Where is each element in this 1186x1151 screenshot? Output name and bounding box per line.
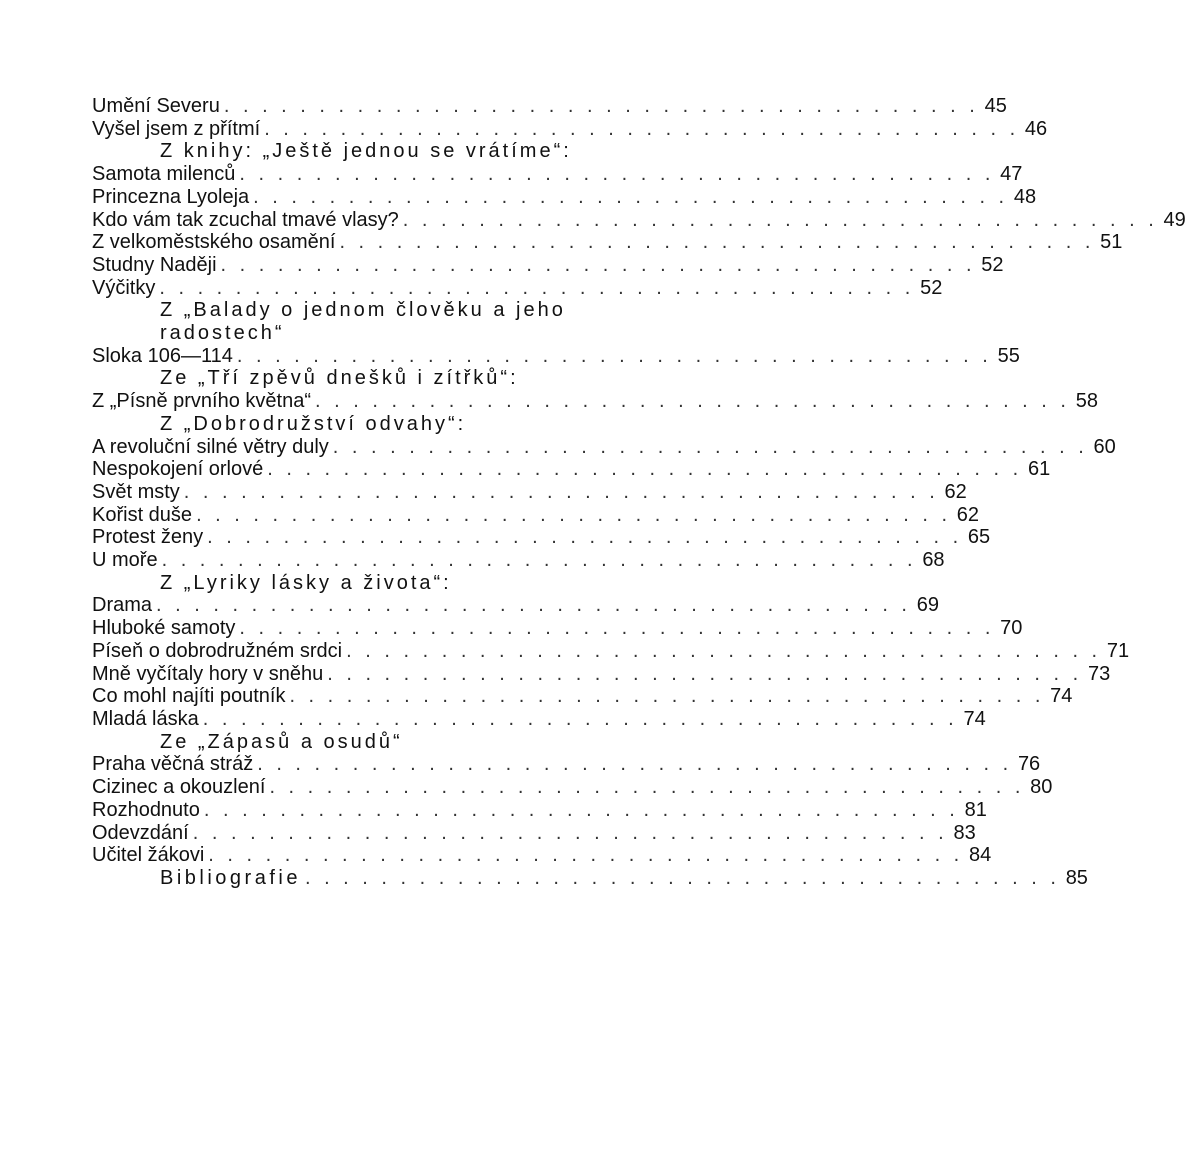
page-number: 55 bbox=[997, 344, 1020, 367]
dot-leader: . . . . . . . . . . . . . . . . . . . . . . . . . . . . . . . . . . . . . . . . bbox=[196, 503, 952, 526]
section-heading: Ze „Zápasů a osudů“ bbox=[160, 730, 403, 753]
page-number: 58 bbox=[1075, 390, 1098, 413]
page-number: 76 bbox=[1017, 753, 1041, 776]
page-number: 62 bbox=[944, 480, 967, 503]
bibliography-entry bbox=[92, 866, 1088, 890]
toc-entry bbox=[92, 844, 992, 867]
toc-entry bbox=[92, 390, 1098, 413]
page-number: 68 bbox=[922, 549, 945, 572]
dot-leader: . . . . . . . . . . . . . . . . . . . . . . . . . . . . . . . . . . . . . . . . bbox=[339, 231, 1095, 254]
entry-title: Drama bbox=[92, 594, 153, 617]
entry-title: Svět msty bbox=[92, 480, 180, 503]
dot-leader: . . . . . . . . . . . . . . . . . . . . . . . . . . . . . . . . . . . . . . . . bbox=[314, 390, 1070, 413]
entry-title: Vyšel jsem z přítmí bbox=[92, 117, 261, 140]
dot-leader: . . . . . . . . . . . . . . . . . . . . . . . . . . . . . . . . . . . . . . . . bbox=[239, 617, 995, 640]
entry-title: Hluboké samoty bbox=[92, 617, 236, 640]
entry-title: Mladá láska bbox=[92, 707, 199, 730]
dot-leader: . . . . . . . . . . . . . . . . . . . . . . . . . . . . . . . . . . . . . . . . bbox=[207, 526, 963, 549]
dot-leader: . . . . . . . . . . . . . . . . . . . . . . . . . . . . . . . . . . . . . . . . bbox=[269, 776, 1025, 799]
entry-title: U moře bbox=[92, 549, 158, 572]
page-number: 81 bbox=[964, 798, 987, 821]
page-number: 45 bbox=[984, 95, 1007, 117]
dot-leader: . . . . . . . . . . . . . . . . . . . . . . . . . . . . . . . . . . . . . . . . bbox=[257, 753, 1013, 776]
page-number: 47 bbox=[1000, 163, 1023, 186]
dot-leader: . . . . . . . . . . . . . . . . . . . . . . . . . . . . . . . . . . . . . . . . bbox=[220, 253, 976, 276]
dot-leader: . . . . . . . . . . . . . . . . . . . . . . . . . . . . . . . . . . . . . . . . bbox=[203, 798, 959, 821]
page-number: 74 bbox=[1050, 685, 1073, 708]
entry-title: Nespokojení orlové bbox=[92, 458, 264, 481]
toc-entry bbox=[92, 95, 1007, 118]
entry-title: Učitel žákovi bbox=[92, 844, 205, 867]
dot-leader: . . . . . . . . . . . . . . . . . . . . . . . . . . . . . . . . . . . . . . . . bbox=[346, 639, 1102, 662]
entry-title: Sloka 106—114 bbox=[92, 344, 233, 367]
toc-entry bbox=[92, 526, 991, 549]
section-heading: Z knihy: „Ještě jednou se vrátíme“: bbox=[160, 140, 572, 163]
section-heading: Z „Dobrodružství odvahy“: bbox=[160, 412, 467, 435]
toc-entry bbox=[92, 707, 986, 731]
dot-leader: . . . . . . . . . . . . . . . . . . . . . . . . . . . . . . . . . . . . . . . . bbox=[304, 866, 1060, 889]
page-number: 85 bbox=[1065, 866, 1088, 889]
toc-entry bbox=[92, 594, 939, 617]
dot-leader: . . . . . . . . . . . . . . . . . . . . . . . . . . . . . . . . . . . . . . . . bbox=[192, 821, 948, 844]
entry-title: Princezna Lyoleja bbox=[92, 185, 250, 208]
dot-leader: . . . . . . . . . . . . . . . . . . . . . . . . . . . . . . . . . . . . . . . . bbox=[208, 844, 964, 867]
entry-title: Píseň o dobrodružném srdci bbox=[92, 639, 343, 662]
entry-title: Umění Severu bbox=[92, 95, 220, 117]
toc-entry bbox=[92, 549, 945, 572]
toc-entry bbox=[92, 208, 1186, 232]
dot-leader: . . . . . . . . . . . . . . . . . . . . . . . . . . . . . . . . . . . . . . . . bbox=[264, 117, 1020, 140]
section-heading: Z „Lyriky lásky a života“: bbox=[160, 571, 452, 594]
entry-title: Výčitky bbox=[92, 276, 156, 299]
toc-entry bbox=[92, 276, 943, 300]
toc-entry bbox=[92, 821, 976, 845]
entry-title: Odevzdání bbox=[92, 821, 189, 844]
toc-entry bbox=[92, 662, 1111, 686]
page-number: 71 bbox=[1106, 639, 1130, 662]
dot-leader: . . . . . . . . . . . . . . . . . . . . . . . . . . . . . . . . . . . . . . . . bbox=[253, 185, 1009, 208]
dot-leader: . . . . . . . . . . . . . . . . . . . . . . . . . . . . . . . . . . . . . . . . bbox=[332, 435, 1088, 458]
dot-leader: . . . . . . . . . . . . . . . . . . . . . . . . . . . . . . . . . . . . . . . . bbox=[223, 95, 979, 117]
entry-title: Z „Písně prvního května“ bbox=[92, 390, 311, 413]
dot-leader: . . . . . . . . . . . . . . . . . . . . . . . . . . . . . . . . . . . . . . . . bbox=[159, 276, 915, 299]
dot-leader: . . . . . . . . . . . . . . . . . . . . . . . . . . . . . . . . . . . . . . . . bbox=[267, 458, 1023, 481]
entry-title: A revoluční silné větry duly bbox=[92, 435, 329, 458]
entry-title: Z velkoměstského osamění bbox=[92, 231, 336, 254]
dot-leader: . . . . . . . . . . . . . . . . . . . . . . . . . . . . . . . . . . . . . . . . bbox=[202, 707, 958, 730]
toc-entry bbox=[92, 776, 1053, 799]
entry-title: Cizinec a okouzlení bbox=[92, 776, 266, 799]
page-number: 52 bbox=[920, 276, 943, 299]
page-number: 83 bbox=[953, 821, 976, 844]
entry-title: Praha věčná stráž bbox=[92, 753, 254, 776]
entry-title: Rozhodnuto bbox=[92, 798, 200, 821]
page-number: 70 bbox=[1000, 617, 1023, 640]
page-number: 52 bbox=[981, 253, 1004, 276]
page-number: 80 bbox=[1030, 776, 1053, 799]
page-number: 61 bbox=[1027, 458, 1051, 481]
toc-entry bbox=[92, 798, 987, 822]
entry-title: Kořist duše bbox=[92, 503, 193, 526]
dot-leader: . . . . . . . . . . . . . . . . . . . . . . . . . . . . . . . . . . . . . . . . bbox=[289, 685, 1045, 708]
toc-entry bbox=[92, 435, 1116, 459]
entry-title: Co mohl najíti poutník bbox=[92, 685, 286, 708]
dot-leader: . . . . . . . . . . . . . . . . . . . . . . . . . . . . . . . . . . . . . . . . bbox=[402, 208, 1158, 231]
page-number: 84 bbox=[969, 844, 992, 867]
page-number: 51 bbox=[1100, 231, 1123, 254]
entry-title: Mně vyčítaly hory v sněhu bbox=[92, 662, 324, 685]
toc-entry bbox=[92, 503, 980, 527]
section-heading: Ze „Tří zpěvů dnešků i zítřků“: bbox=[160, 367, 519, 390]
toc-entry bbox=[92, 753, 1041, 776]
toc-entry bbox=[92, 639, 1130, 663]
toc-entry bbox=[92, 253, 1004, 277]
page-number: 73 bbox=[1087, 662, 1111, 685]
page-number: 49 bbox=[1163, 208, 1186, 231]
dot-leader: . . . . . . . . . . . . . . . . . . . . . . . . . . . . . . . . . . . . . . . . bbox=[327, 662, 1083, 685]
dot-leader: . . . . . . . . . . . . . . . . . . . . . . . . . . . . . . . . . . . . . . . . bbox=[156, 594, 911, 617]
toc-entry bbox=[92, 185, 1037, 209]
page-number: 46 bbox=[1024, 117, 1048, 140]
dot-leader: . . . . . . . . . . . . . . . . . . . . . . . . . . . . . . . . . . . . . . . . bbox=[183, 480, 939, 503]
entry-title: Studny Naději bbox=[92, 253, 217, 276]
page-number: 69 bbox=[916, 594, 939, 617]
entry-title: Protest ženy bbox=[92, 526, 204, 549]
toc-entry bbox=[92, 480, 967, 504]
toc-entry bbox=[92, 458, 1051, 481]
toc-entry bbox=[92, 117, 1048, 141]
toc-entry bbox=[92, 163, 1023, 186]
page-number: 48 bbox=[1013, 185, 1037, 208]
table-of-contents bbox=[92, 95, 1186, 890]
section-heading: Z „Balady o jednom člověku a jeho radostech“ bbox=[160, 299, 566, 345]
page-number: 62 bbox=[956, 503, 980, 526]
toc-entry bbox=[92, 685, 1073, 708]
page-number: 60 bbox=[1093, 435, 1116, 458]
dot-leader: . . . . . . . . . . . . . . . . . . . . . . . . . . . . . . . . . . . . . . . . bbox=[236, 344, 992, 367]
toc-entry bbox=[92, 617, 1023, 640]
entry-title: Kdo vám tak zcuchal tmavé vlasy? bbox=[92, 208, 399, 231]
page-number: 74 bbox=[963, 707, 986, 730]
toc-entry bbox=[92, 231, 1123, 254]
entry-title: Samota milenců bbox=[92, 163, 236, 186]
dot-leader: . . . . . . . . . . . . . . . . . . . . . . . . . . . . . . . . . . . . . . . . bbox=[239, 163, 995, 186]
page-number: 65 bbox=[967, 526, 991, 549]
toc-entry bbox=[92, 344, 1020, 368]
dot-leader: . . . . . . . . . . . . . . . . . . . . . . . . . . . . . . . . . . . . . . . . bbox=[161, 549, 917, 572]
entry-title: Bibliografie bbox=[160, 866, 301, 889]
